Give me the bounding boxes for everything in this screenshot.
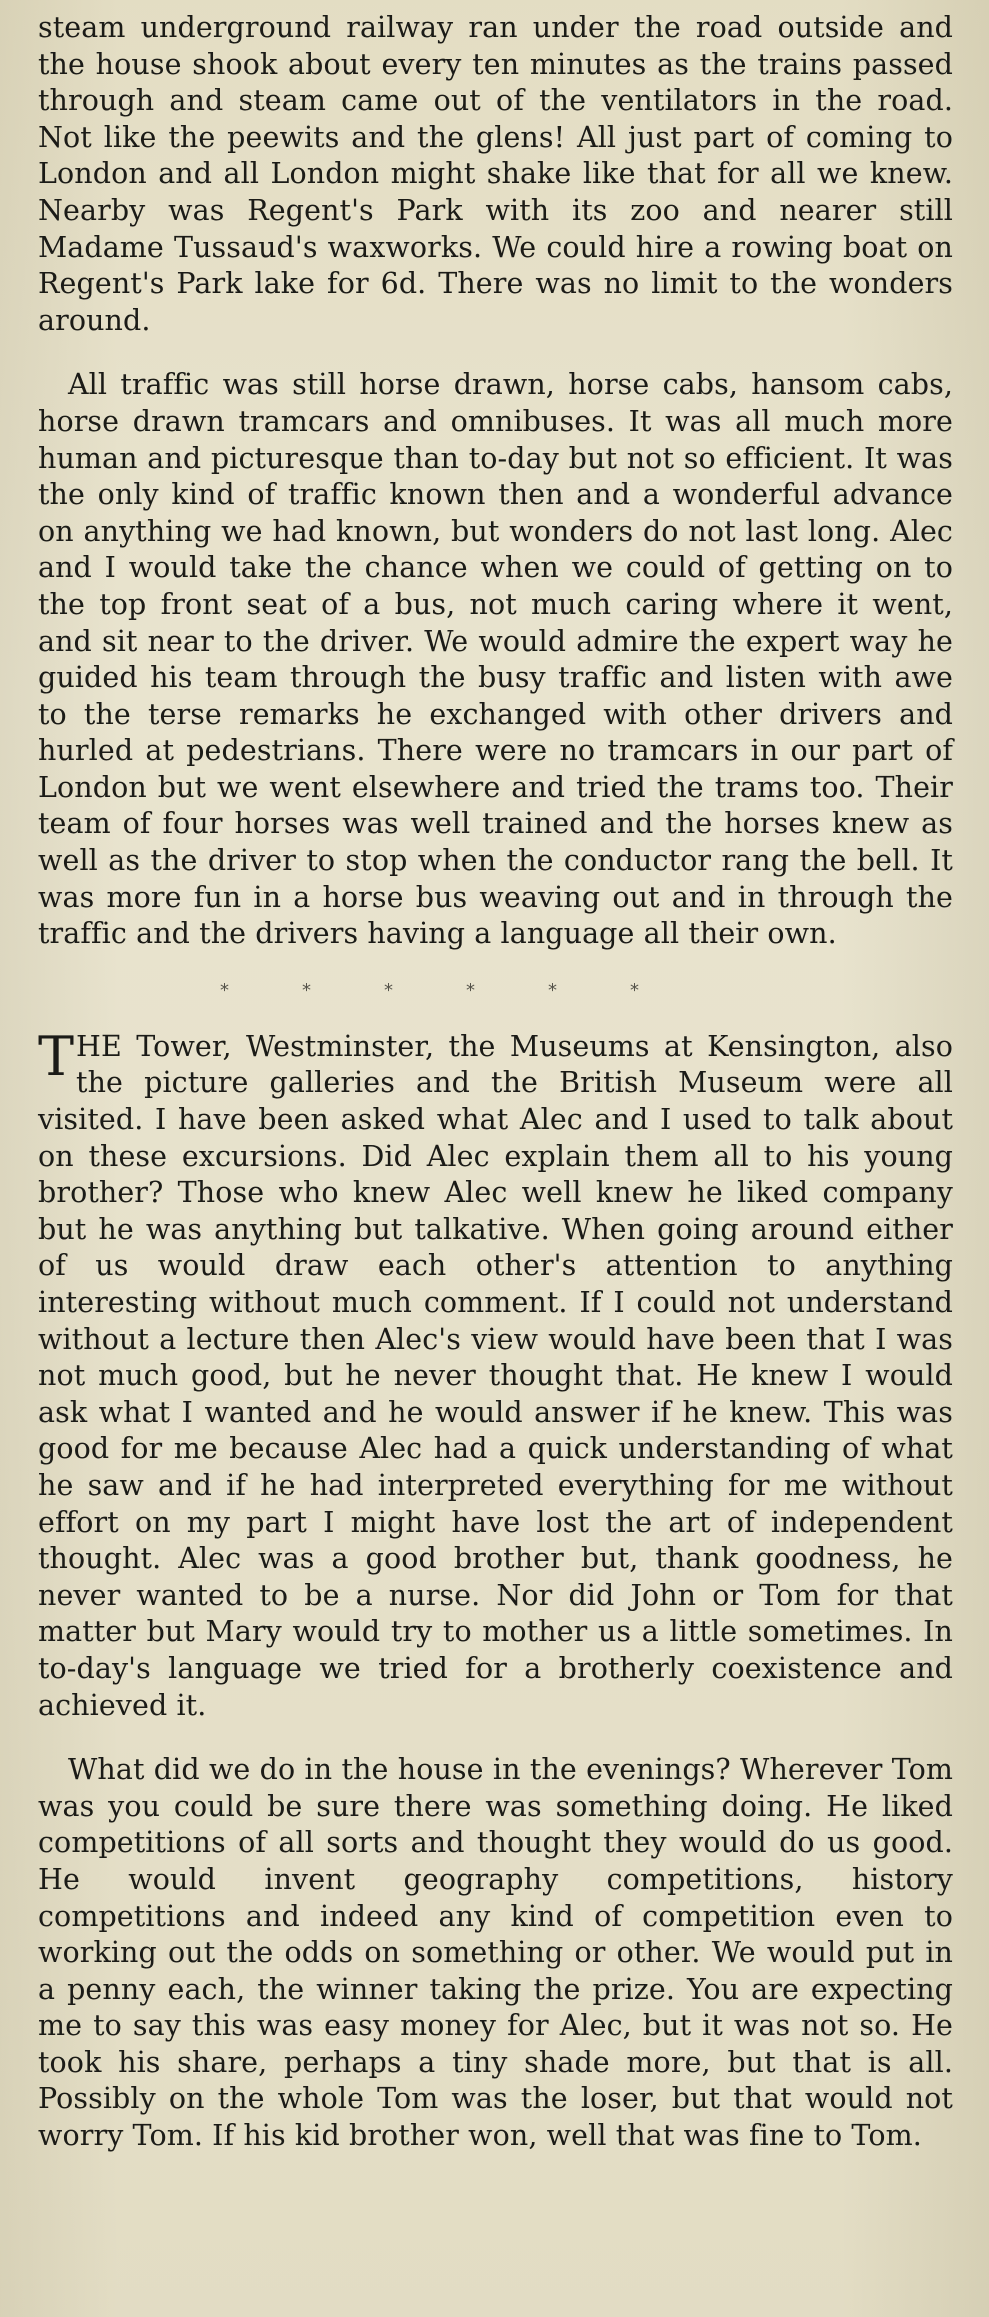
paragraph-2: All traffic was still horse drawn, horse cabs, hansom cabs, horse drawn tramcars and omnibuses. It was all much more human and picturesque than to-day but not so efficient. It was the only kind of traffic known then and a wonderful advance on anything we had known, but wonders do not last long. Alec and I would take the chance when we could of getting on to the top front seat of a bus, not much caring where it went, and sit near to the driver. We would admire the expert way he guided his team through the busy traffic and listen with awe to the terse remarks he exchanged with other drivers and hurled at pedestrians. There were no tramcars in our part of London but we went elsewhere and tried the trams too. Their team of four horses was well trained and the horses knew as well as the driver to stop when the conductor rang the bell. It was more fun in a horse bus weaving out and in through the traffic and the drivers having a language all their own. <box>38 368 953 951</box>
separator-star: * <box>302 979 311 1001</box>
section-separator <box>38 971 953 1011</box>
paragraph-3: HE Tower, Westminster, the Museums at Kensington, also the picture galleries and the British Museum were all visited. I have been asked what Alec and I used to talk about on these excursions. Did Alec explain them all to his young brother? Those who knew Alec well knew he liked company but he was anything but talkative. When going around either of us would draw each other's attention to anything interesting without much comment. If I could not understand without a lecture then Alec's view would have been that I was not much good, but he never thought that. He knew I would ask what I wanted and he would answer if he knew. This was good for me because Alec had a quick understanding of what he saw and if he had interpreted everything for me without effort on my part I might have lost the art of independent thought. Alec was a good brother but, thank goodness, he never wanted to be a nurse. Nor did John or Tom for that matter but Mary would try to mother us a little sometimes. In to-day's language we tried for a brotherly coexistence and achieved it. <box>38 1029 953 1722</box>
paragraph-4: What did we do in the house in the evenings? Wherever Tom was you could be sure there was something doing. He liked competitions of all sorts and thought they would do us good. He would invent geography competitions, history competitions and indeed any kind of competition even to working out the odds on something or other. We would put in a penny each, the winner taking the prize. You are expecting me to say this was easy money for Alec, but it was not so. He took his share, perhaps a tiny shade more, but that is all. Possibly on the whole Tom was the loser, but that would not worry Tom. If his kid brother won, well that was fine to Tom. <box>38 1753 953 2153</box>
section-opening <box>38 1024 953 1724</box>
separator-star: * <box>630 979 639 1001</box>
separator-star: * <box>548 979 557 1001</box>
separator-star: * <box>466 979 475 1001</box>
separator-star: * <box>220 979 229 1001</box>
paragraph-gap <box>38 339 953 367</box>
paragraph-gap <box>38 1724 953 1752</box>
separator-star: * <box>384 979 393 1001</box>
paragraph-1: steam underground railway ran under the road outside and the house shook about every ten minutes as the trains passed through and steam came out of the ventilators in the road. Not like the peewits and the glens! All just part of coming to London and all London might shake like that for all we knew. Nearby was Regent's Park with its zoo and nearer still Madame Tussaud's waxworks. We could hire a rowing boat on Regent's Park lake for 6d. There was no limit to the wonders around. <box>38 11 953 337</box>
drop-cap: T <box>38 1024 75 1088</box>
document-page <box>38 10 953 2155</box>
